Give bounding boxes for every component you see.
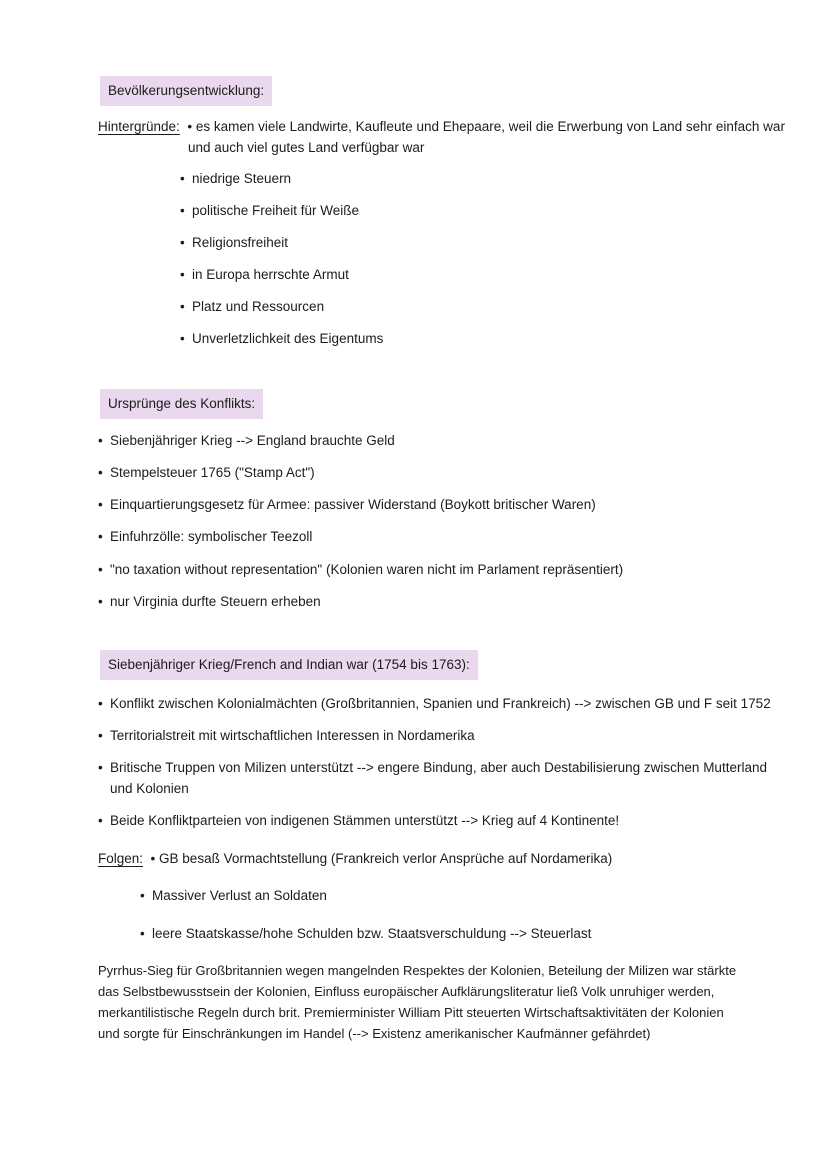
list-item-cont: und Kolonien xyxy=(110,781,189,796)
hintergruende-label: Hintergründe: xyxy=(98,119,180,134)
bullet-icon: • xyxy=(98,529,103,544)
bullet-icon: • xyxy=(98,760,103,775)
bullet-icon: • xyxy=(98,813,103,828)
bullet-icon: • xyxy=(98,497,103,512)
bullet-icon: • xyxy=(98,562,103,577)
bullet-icon: • xyxy=(98,465,103,480)
list-item: • nur Virginia durfte Steuern erheben xyxy=(98,591,321,612)
list-item: • Beide Konfliktparteien von indigenen Stämmen unterstützt --> Krieg auf 4 Kontinente! xyxy=(98,810,619,831)
section2-heading: Ursprünge des Konflikts: xyxy=(100,389,263,419)
bullet-icon: • xyxy=(140,926,145,941)
bullet-icon: • xyxy=(98,594,103,609)
bullet-icon: • xyxy=(180,299,185,314)
list-item: • Stempelsteuer 1765 ("Stamp Act") xyxy=(98,462,315,483)
list-item: • Siebenjähriger Krieg --> England brauchte Geld xyxy=(98,430,395,451)
folgen-label: Folgen: xyxy=(98,851,144,866)
list-item: • leere Staatskasse/hohe Schulden bzw. Staatsverschuldung --> Steuerlast xyxy=(140,923,591,944)
section1-first-item-cont: und auch viel gutes Land verfügbar war xyxy=(188,140,425,155)
list-item: • politische Freiheit für Weiße xyxy=(180,200,359,221)
bullet-icon: • xyxy=(180,203,185,218)
list-item: • in Europa herrschte Armut xyxy=(180,264,349,285)
list-item: • Massiver Verlust an Soldaten xyxy=(140,885,327,906)
list-item: • Einquartierungsgesetz für Armee: passiver Widerstand (Boykott britischer Waren) xyxy=(98,494,596,515)
folgen-first: GB besaß Vormachtstellung (Frankreich verlor Ansprüche auf Nordamerika) xyxy=(159,851,613,866)
list-item: • Unverletzlichkeit des Eigentums xyxy=(180,328,383,349)
bullet-icon: • xyxy=(183,119,193,134)
bullet-icon: • xyxy=(180,235,185,250)
bullet-icon: • xyxy=(98,433,103,448)
bullet-icon: • xyxy=(140,888,145,903)
section1-first-line xyxy=(98,116,785,137)
folgen-line xyxy=(98,848,612,869)
bullet-icon: • xyxy=(98,696,103,711)
section1-heading: Bevölkerungsentwicklung: xyxy=(100,76,272,106)
list-item: • Konflikt zwischen Kolonialmächten (Großbritannien, Spanien und Frankreich) --> zwischen GB und F seit 1752 xyxy=(98,693,771,714)
list-item: • Britische Truppen von Milizen unterstützt --> engere Bindung, aber auch Destabilisierung zwischen Mutterland xyxy=(98,757,767,778)
section1-first-item: es kamen viele Landwirte, Kaufleute und Ehepaare, weil die Erwerbung von Land sehr einfach war xyxy=(195,119,785,134)
bullet-icon: • xyxy=(180,171,185,186)
bullet-icon: • xyxy=(180,267,185,282)
list-item: • "no taxation without representation" (Kolonien waren nicht im Parlament repräsentiert) xyxy=(98,559,623,580)
bullet-icon: • xyxy=(98,728,103,743)
list-item: • Religionsfreiheit xyxy=(180,232,288,253)
summary-paragraph: Pyrrhus-Sieg für Großbritannien wegen mangelnden Respektes der Kolonien, Beteilung der Milizen war stärkte das Selbstbewusstsein der Kolonien, Einfluss europäischer Aufklärungsliteratur ließ Volk unruhiger werden, merkantilistische Regeln durch brit. Premierminister William Pitt steuerten Wirtschaftsaktivitäten der Kolonien und sorgte für Einschränkungen im Handel (--> Existenz amerikanischer Kaufmänner gefährdet) xyxy=(98,963,737,1041)
section3-heading: Siebenjähriger Krieg/French and Indian war (1754 bis 1763): xyxy=(100,650,478,680)
list-item: • Platz und Ressourcen xyxy=(180,296,324,317)
bullet-icon: • xyxy=(146,851,156,866)
list-item: • Einfuhrzölle: symbolischer Teezoll xyxy=(98,526,312,547)
list-item: • niedrige Steuern xyxy=(180,168,291,189)
bullet-icon: • xyxy=(180,331,185,346)
list-item: • Territorialstreit mit wirtschaftlichen Interessen in Nordamerika xyxy=(98,725,475,746)
